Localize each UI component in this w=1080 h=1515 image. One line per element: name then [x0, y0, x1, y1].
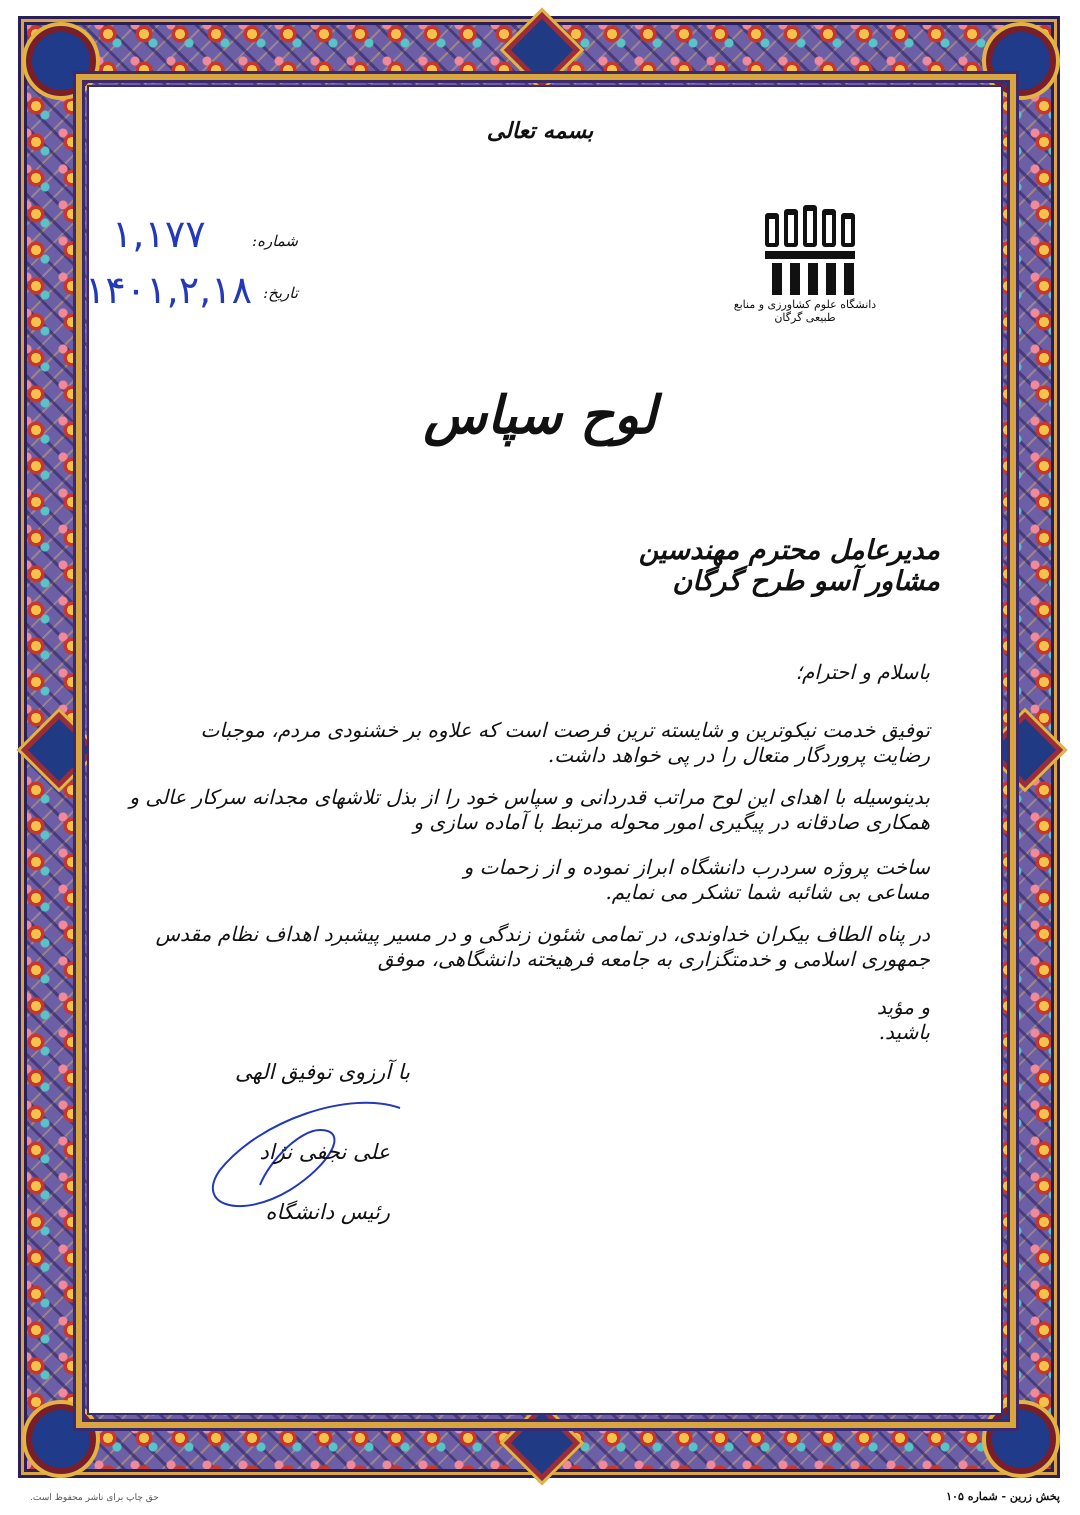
number-value: ۱,۱۷۷	[112, 212, 206, 256]
publisher-note: پخش زرین - شماره ۱۰۵	[946, 1490, 1060, 1503]
body-paragraph-2-line-2: ساخت پروژه سردرب دانشگاه ابراز نموده و از زحمات و مساعی بی شائبه شما تشکر می نمایم.	[463, 855, 930, 904]
signer-position: رئیس دانشگاه	[265, 1200, 390, 1224]
date-label: تاریخ:	[263, 284, 298, 302]
date-value: ۱۴۰۱,۲,۱۸	[84, 268, 252, 312]
copyright-note: حق چاپ برای ناشر محفوظ است.	[30, 1493, 159, 1503]
body-paragraph-3-line-2: و مؤید باشید.	[876, 995, 930, 1044]
recipient-line: مدیرعامل محترم مهندسین مشاور آسو طرح گرگان	[638, 535, 940, 597]
closing-phrase: با آرزوی توفیق الهی	[235, 1060, 410, 1084]
basmala-heading: بسمه تعالی	[486, 118, 594, 144]
signer-name: علی نجفی نژاد	[259, 1140, 390, 1164]
body-paragraph-2-line-1: بدینوسیله با اهدای این لوح مراتب قدردانی و سپاس خود را از بذل تلاشهای مجدانه سرکار عالی و همکاری صادقانه در پیگیری امور محوله مرتبط با آماده سازی و	[129, 785, 930, 834]
institution-name: دانشگاه علوم کشاورزی و منابع طبیعی گرگان	[733, 298, 877, 324]
certificate-title: لوح سپاس	[423, 385, 657, 446]
greeting: باسلام و احترام؛	[795, 660, 930, 684]
university-logo-icon	[760, 205, 870, 300]
body-paragraph-3-line-1: در پناه الطاف بیکران خداوندی، در تمامی شئون زندگی و در مسیر پیشبرد اهداف نظام مقدس جمهوری اسلامی و خدمتگزاری به جامعه فرهیخته دانشگاهی، موفق	[155, 922, 930, 971]
body-paragraph-1: توفیق خدمت نیکوترین و شایسته ترین فرصت است که علاوه بر خشنودی مردم، موجبات رضایت پروردگار متعال را در پی خواهد داشت.	[200, 718, 930, 767]
number-label: شماره:	[252, 232, 298, 250]
